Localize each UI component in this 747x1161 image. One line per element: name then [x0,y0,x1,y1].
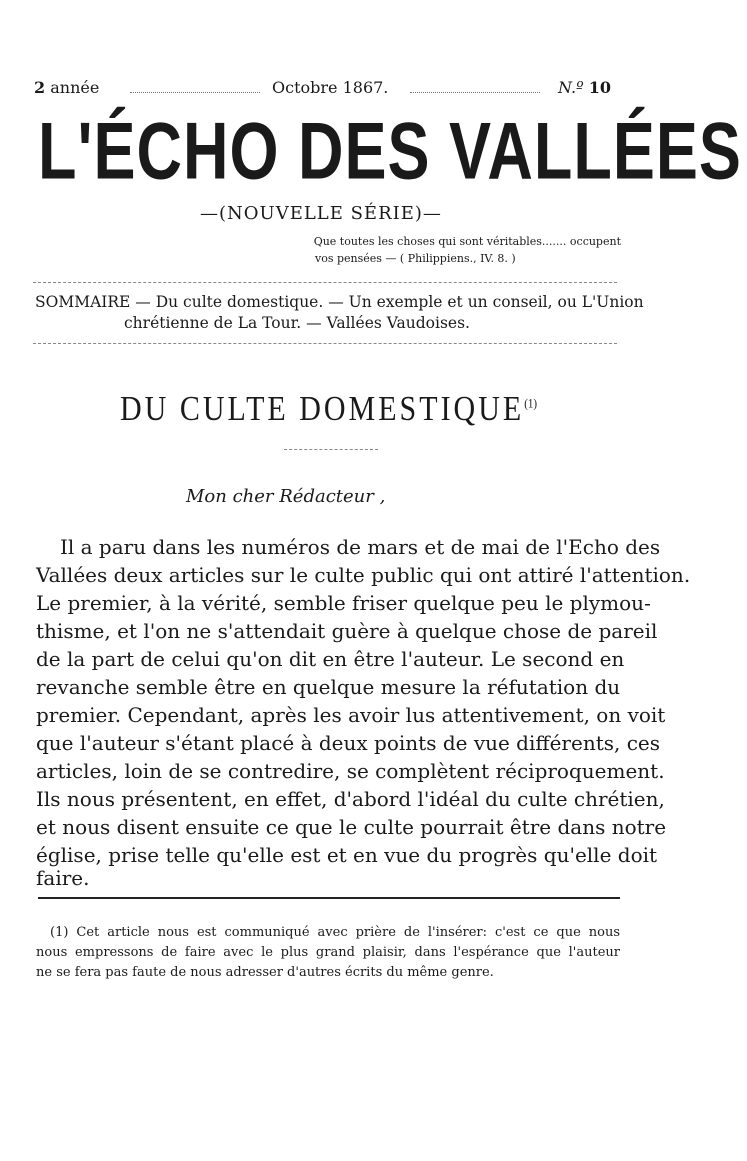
body-line: que l'auteur s'étant placé à deux points de vue différents, ces [36,731,661,755]
article-title-text: DU CULTE DOMESTIQUE [120,390,525,428]
divider-bottom [33,343,617,344]
body-line: faire. [36,866,90,890]
epigraph-line-2: vos pensées — ( Philippiens., IV. 8. ) [315,252,516,265]
body-line: articles, loin de se contredire, se complètent réciproquement. [36,759,665,783]
body-line: et nous disent ensuite ce que le culte pourrait être dans notre [36,815,667,839]
body-line: Ils nous présentent, en effet, d'abord l'idéal du culte chrétien, [36,787,665,811]
body-line: Il a paru dans les numéros de mars et de mai de l'Echo des [60,535,661,559]
body-line: de la part de celui qu'on dit en être l'auteur. Le second en [36,647,625,671]
header-divider-left [130,92,260,93]
footnote-line: ne se fera pas faute de nous adresser d'autres écrits du même genre. [36,965,494,980]
year-label: année [50,78,100,97]
title-ornament-rule [284,449,378,450]
issue-date: Octobre 1867. [272,78,389,97]
body-line: Le premier, à la vérité, semble friser quelque peu le plymou- [36,591,651,615]
body-line: revanche semble être en quelque mesure la réfutation du [36,675,621,699]
article-title [120,390,537,429]
issue-number-value: 10 [588,78,611,97]
summary-line-1: SOMMAIRE — Du culte domestique. — Un exemple et un conseil, ou L'Union [35,293,644,311]
summary-line-2: chrétienne de La Tour. — Vallées Vaudoises. [124,314,470,332]
issue-number-prefix: N.º [558,78,584,97]
divider-top [33,282,617,283]
newspaper-title: L'ÉCHO DES VALLÉES [38,106,742,197]
header-divider-right [410,92,540,93]
year-number: 2 [34,78,46,97]
series-subtitle: —(NOUVELLE SÉRIE)— [200,203,442,224]
body-line: thisme, et l'on ne s'attendait guère à quelque chose de pareil [36,619,658,643]
body-line: Vallées deux articles sur le culte public qui ont attiré l'attention. [36,563,691,587]
edition-year [34,78,99,97]
body-line: église, prise telle qu'elle est et en vue du progrès qu'elle doit [36,843,658,867]
salutation: Mon cher Rédacteur , [186,486,386,507]
footnote-line: (1) Cet article nous est communiqué avec prière de l'insérer: c'est ce que nous [50,925,620,940]
epigraph-line-1: Que toutes les choses qui sont véritables....... occupent [313,235,621,248]
footnote-separator [38,897,620,899]
body-line: premier. Cependant, après les avoir lus attentivement, on voit [36,703,666,727]
footnote-line: nous empressons de faire avec le plus grand plaisir, dans l'espérance que l'auteur [36,945,620,960]
issue-number [558,78,611,97]
footnote-reference: (1) [524,396,538,411]
